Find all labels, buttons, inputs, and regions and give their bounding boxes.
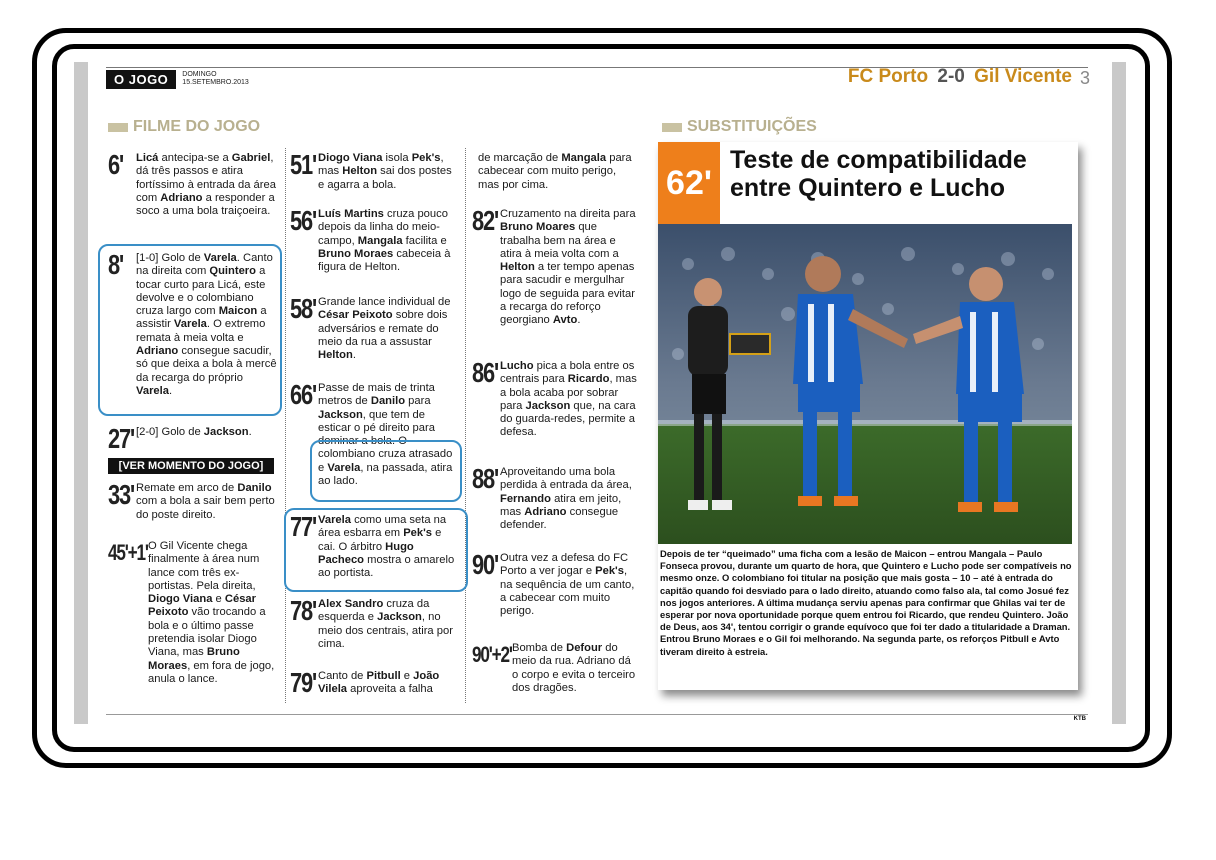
entry-text: Cruzamento na direita para Bruno Moares que trabalha bem na área e atira à meia volta com a Helton a ter tempo apenas para sacudir e mergulhar logo de seguida para evitar a recarga do reforço georgiano Avto. bbox=[500, 208, 636, 327]
dateline bbox=[182, 71, 249, 87]
video-moment-link[interactable]: [VER MOMENTO DO JOGO] bbox=[108, 458, 274, 474]
minute-marker: 90' bbox=[472, 549, 498, 580]
score: 2-0 bbox=[937, 66, 965, 87]
away-team: Gil Vicente bbox=[974, 66, 1072, 87]
subs-heading-text: SUBSTITUIÇÕES bbox=[687, 118, 817, 135]
right-gutter bbox=[1112, 62, 1126, 724]
minute-marker: 56' bbox=[290, 205, 316, 236]
minute-marker: 51' bbox=[290, 149, 316, 180]
minute-marker: 82' bbox=[472, 205, 498, 236]
timeline-entry bbox=[472, 205, 640, 328]
highlight-box bbox=[284, 508, 468, 592]
film-heading bbox=[108, 118, 260, 136]
entry-text: Bomba de Defour do meio da rua. Adriano dá o corpo e evita o terceiro dos dragões. bbox=[512, 642, 636, 694]
timeline-entry bbox=[472, 642, 640, 695]
entry-text: Remate em arco de Danilo com a bola a sair bem perto do poste direito. bbox=[136, 482, 275, 521]
minute-marker: 6' bbox=[108, 149, 124, 180]
column-divider bbox=[465, 148, 466, 703]
minute-marker: 90'+2' bbox=[472, 642, 512, 667]
timeline-entry bbox=[472, 357, 640, 440]
entry-text: Varela como uma seta na área esbarra em Pek's e cai. O árbitro Hugo Pacheco mostra o amarelo ao portista. bbox=[318, 514, 455, 580]
minute-marker: 78' bbox=[290, 595, 316, 626]
minute-marker: 8' bbox=[108, 249, 124, 280]
subs-title: Teste de compatibilidade entre Quintero e Lucho bbox=[730, 146, 1027, 202]
newspaper-logo: O JOGO bbox=[106, 70, 176, 89]
heading-marker bbox=[108, 123, 128, 132]
timeline-entry bbox=[108, 423, 282, 454]
entry-text: Outra vez a defesa do FC Porto a ver jogar e Pek's, na sequência de um canto, a cabecear com muito perigo. bbox=[500, 552, 635, 618]
column-divider bbox=[285, 148, 286, 703]
left-gutter bbox=[74, 62, 88, 724]
minute-marker: 66' bbox=[290, 379, 316, 410]
minute-marker bbox=[472, 152, 477, 192]
entry-text: Grande lance individual de César Peixoto sobre dois adversários e remate do meio da rua a assustar Helton. bbox=[318, 296, 451, 362]
entry-text: [1-0] Golo de Varela. Canto na direita com Quintero a tocar curto para Licá, este devolve e o colombiano cruza largo com Maicon a assistir Varela. O extremo remata à meia volta e Adriano consegue sacudir, só que deixa a bola à mercê da recarga do próprio Varela. bbox=[136, 252, 277, 397]
entry-text: Canto de Pitbull e João Vilela aproveita a falha bbox=[318, 670, 440, 696]
timeline-entry bbox=[108, 540, 282, 686]
page-number: 3 bbox=[1079, 68, 1090, 88]
date: 15.SETEMBRO.2013 bbox=[182, 79, 249, 86]
entry-text: O Gil Vicente chega finalmente à área num lance com três ex-portistas. Pela direita, Diogo Viana e César Peixoto vão trocando a bola e o último passe pretendia isolar Diogo Viana, mas Bruno Moraes, em fora de jogo, anula o lance. bbox=[148, 540, 275, 685]
corner-credit: KTB bbox=[1073, 716, 1086, 722]
entry-text: [2-0] Golo de Jackson. bbox=[136, 426, 252, 438]
timeline-entry bbox=[108, 149, 282, 218]
minute-marker: 33' bbox=[108, 479, 134, 510]
timeline-entry bbox=[290, 205, 462, 274]
entry-text: Aproveitando uma bola perdida à entrada da área, Fernando atira em jeito, mas Adriano consegue defender. bbox=[500, 466, 632, 532]
substitutions-card bbox=[658, 142, 1078, 690]
entry-text: Luís Martins cruza pouco depois da linha do meio-campo, Mangala facilita e Bruno Moraes cabeceia à figura de Helton. bbox=[318, 208, 451, 274]
minute-marker: 77' bbox=[290, 511, 316, 542]
subs-caption: Depois de ter “queimado” uma ficha com a lesão de Maicon – entrou Mangala – Paulo Fonseca provou, durante um quarto de hora, que Quintero e Lucho pode ser compatíveis no mesmo onze. O colombiano foi titular na posição que mais gosta – 10 – até à entrada do capitão quando foi desviado para o lado direito, atuando como falso ala, tal como Josué fez nos jogos anteriores. A última mudança serviu apenas para confirmar que Ghilas vai ter de esperar por nova oportunidade porque quem entrou foi Ricardo, que rendeu Quintero. João de Deus, aos 34', tentou corrigir o grande equívoco que foi ter dado a titularidade a Draman. Entrou Bruno Moraes e o Gil foi melhorando. Na segunda parte, os reforços Pitbull e Avto tiveram direito à estreia. bbox=[660, 548, 1072, 657]
minute-marker: 86' bbox=[472, 357, 498, 388]
timeline-entry bbox=[290, 595, 462, 651]
newspaper-page bbox=[88, 62, 1112, 724]
timeline-entry bbox=[290, 293, 462, 362]
heading-marker bbox=[662, 123, 682, 132]
timeline-entry bbox=[472, 549, 640, 618]
highlight-box bbox=[98, 244, 282, 416]
entry-text: Licá antecipa-se a Gabriel, dá três passos e atira fortíssimo à entrada da área com Adriano a responder a soco a uma bola traiçoeira. bbox=[136, 152, 276, 218]
minute-marker: 27' bbox=[108, 423, 134, 454]
entry-text: Alex Sandro cruza da esquerda e Jackson, no meio dos centrais, atira por cima. bbox=[318, 598, 453, 650]
minute-marker: 45'+1' bbox=[108, 540, 148, 565]
highlight-box bbox=[310, 440, 462, 502]
minute-marker: 79' bbox=[290, 667, 316, 698]
minute-marker: 88' bbox=[472, 463, 498, 494]
entry-text: Diogo Viana isola Pek's, mas Helton sai dos postes e agarra a bola. bbox=[318, 152, 452, 191]
entry-text: Passe de mais de trinta metros de Danilo para Jackson, que tem de esticar o pé direito para dominar a bola. O colombiano cruza atrasado e Varela, na passada, atira ao lado. bbox=[318, 382, 453, 488]
entry-text: de marcação de Mangala para cabecear com muito perigo, mas por cima. bbox=[478, 152, 632, 191]
minute-marker: 58' bbox=[290, 293, 316, 324]
film-heading-text: FILME DO JOGO bbox=[133, 118, 261, 135]
match-result bbox=[848, 66, 1072, 88]
day: DOMINGO bbox=[182, 71, 217, 78]
timeline-entry bbox=[290, 667, 462, 698]
timeline-entry bbox=[290, 149, 462, 192]
masthead bbox=[106, 68, 249, 90]
subs-heading bbox=[662, 118, 817, 136]
entry-text: Lucho pica a bola entre os centrais para Ricardo, mas a bola acaba por sobrar para Jackson que, na cara do guarda-redes, permite a defesa. bbox=[500, 360, 637, 439]
timeline-entry bbox=[472, 463, 640, 532]
timeline-entry bbox=[108, 479, 282, 522]
subs-minute: 62' bbox=[658, 142, 720, 224]
match-photo bbox=[658, 224, 1072, 544]
bottom-rule bbox=[106, 714, 1088, 715]
home-team: FC Porto bbox=[847, 66, 929, 87]
timeline-entry bbox=[472, 152, 640, 192]
